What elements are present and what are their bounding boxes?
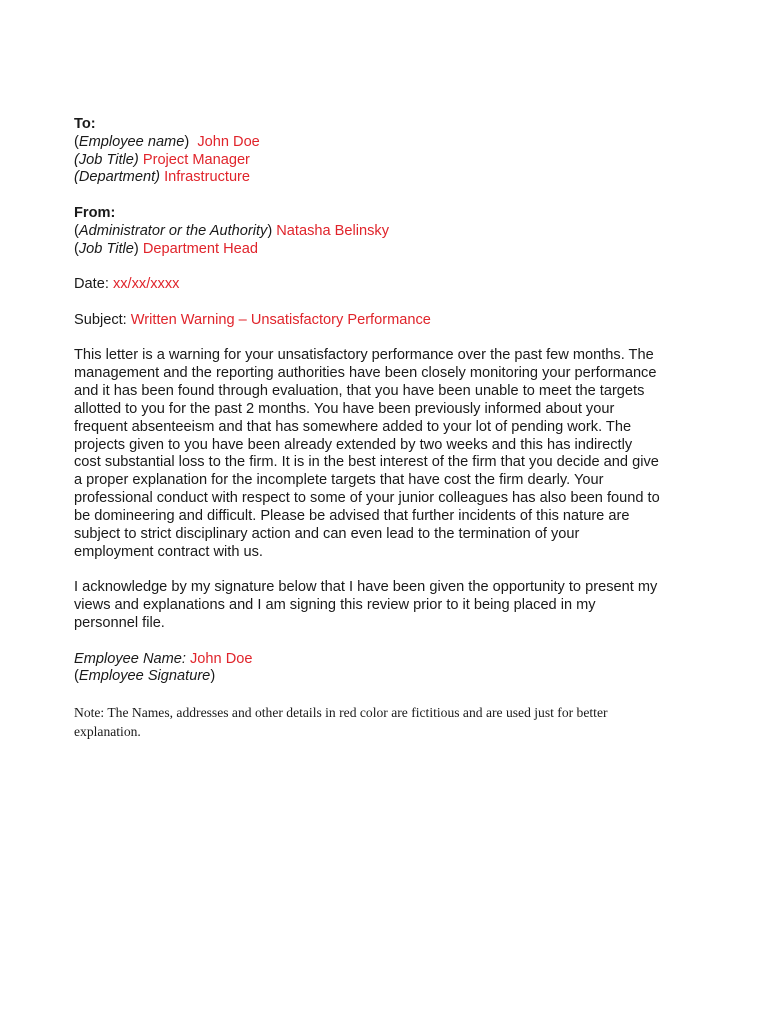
acknowledgement-line: views and explanations and I am signing this review prior to it being placed in my bbox=[74, 597, 596, 614]
from-authority-label: Administrator or the Authority bbox=[78, 222, 268, 239]
body-line: be domineering and difficult. Please be advised that further incidents of this nature are bbox=[74, 507, 630, 524]
note bbox=[74, 703, 704, 741]
from-heading: From: bbox=[74, 204, 116, 221]
to-department-label: Department bbox=[78, 169, 156, 186]
note-line: explanation. bbox=[74, 724, 141, 740]
body-line: projects given to you have been already extended by two weeks and this has indirectly bbox=[74, 436, 633, 453]
body-line: and it has been found through evaluation, that you have been unable to meet the targets bbox=[74, 383, 645, 400]
to-heading: To: bbox=[74, 116, 96, 132]
to-job-title-line: (Job Title) Project Manager bbox=[74, 151, 250, 168]
body-line: This letter is a warning for your unsatisfactory performance over the past few months. The bbox=[74, 347, 654, 364]
to-employee-name-line: (Employee name) John Doe bbox=[74, 133, 260, 150]
date-label: Date: bbox=[74, 276, 109, 293]
signature-employee-name-line bbox=[74, 651, 704, 669]
from-authority-line: (Administrator or the Authority) Natasha Belinsky bbox=[74, 222, 390, 239]
from-block bbox=[74, 205, 704, 258]
body-line: management and the reporting authorities have been closely monitoring your performance bbox=[74, 365, 657, 382]
from-job-title-line: (Job Title) Department Head bbox=[74, 240, 259, 257]
letter bbox=[74, 116, 704, 741]
body-line: frequent absenteeism and that has somewhere added to your lot of pending work. The bbox=[74, 418, 632, 435]
subject-line bbox=[74, 312, 704, 330]
to-employee-name-label: Employee name bbox=[78, 133, 185, 150]
signature-label: Employee Signature bbox=[78, 668, 211, 685]
signature-block bbox=[74, 651, 704, 687]
date-line bbox=[74, 276, 704, 294]
to-job-title-value: Project Manager bbox=[142, 151, 250, 168]
to-department-value: Infrastructure bbox=[164, 169, 251, 186]
signature-employee-name-label: Employee Name: bbox=[74, 650, 186, 667]
body-line: professional conduct with respect to some of your junior colleagues has also been found to bbox=[74, 490, 660, 507]
body-line: a proper explanation for the incomplete targets that have cost the firm dearly. Your bbox=[74, 472, 604, 489]
body-paragraph bbox=[74, 347, 704, 561]
body-line: employment contract with us. bbox=[74, 543, 263, 560]
subject-value: Written Warning – Unsatisfactory Performance bbox=[130, 311, 431, 328]
to-block bbox=[74, 116, 704, 187]
from-authority-value: Natasha Belinsky bbox=[276, 222, 390, 239]
to-job-title-label: Job Title bbox=[78, 151, 134, 168]
note-line: Note: The Names, addresses and other details in red color are fictitious and are used just for better bbox=[74, 705, 608, 721]
from-job-title-label: Job Title bbox=[78, 240, 134, 257]
to-department-line: (Department) Infrastructure bbox=[74, 169, 251, 186]
body-line: cost substantial loss to the firm. It is in the best interest of the firm that you decide and give bbox=[74, 454, 659, 471]
to-employee-name-value: John Doe bbox=[197, 133, 260, 150]
body-line: subject to strict disciplinary action and can even lead to the termination of your bbox=[74, 525, 580, 542]
body-line: allotted to you for the past 2 months. You have been previously informed about your bbox=[74, 400, 615, 417]
date-value: xx/xx/xxxx bbox=[112, 276, 180, 293]
subject-label: Subject: bbox=[74, 311, 127, 328]
signature-employee-name-value: John Doe bbox=[190, 650, 253, 667]
signature-line: (Employee Signature) bbox=[74, 668, 216, 685]
from-job-title-value: Department Head bbox=[142, 240, 259, 257]
acknowledgement-line: personnel file. bbox=[74, 614, 165, 631]
acknowledgement-line: I acknowledge by my signature below that I have been given the opportunity to present my bbox=[74, 579, 658, 596]
acknowledgement-paragraph bbox=[74, 579, 704, 633]
